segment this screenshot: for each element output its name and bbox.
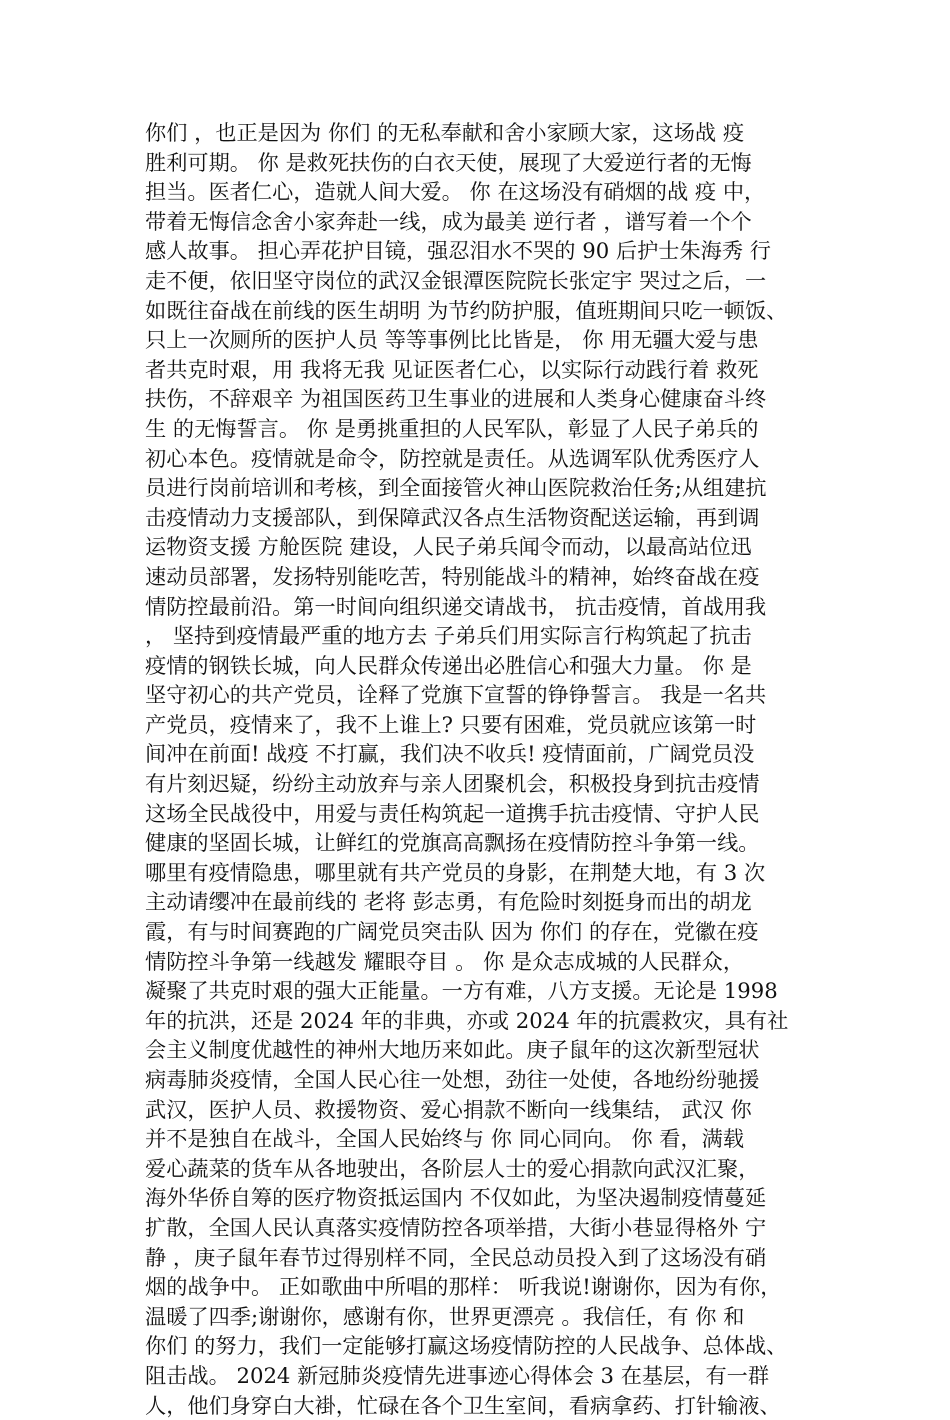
text-line: 武汉，医护人员、救援物资、爱心捐款不断向一线集结， 武汉 你 [145, 1096, 752, 1122]
text-line: 主动请缨冲在最前线的 老将 彭志勇，有危险时刻挺身而出的胡龙 [145, 889, 752, 915]
text-line: 会主义制度优越性的神州大地历来如此。庚子鼠年的这次新型冠状 [145, 1037, 760, 1063]
text-line: 生 的无悔誓言。 你 是勇挑重担的人民军队，彰显了人民子弟兵的 [145, 415, 759, 441]
text-line: 速动员部署，发扬特别能吃苦，特别能战斗的精神，始终奋战在疫 [145, 563, 760, 589]
text-line: 感人故事。 担心弄花护目镜，强忍泪水不哭的 90 后护士朱海秀 行 [145, 238, 771, 264]
text-line: 病毒肺炎疫情，全国人民心往一处想，劲往一处使，各地纷纷驰援 [145, 1067, 760, 1092]
text-line: 击疫情动力支援部队，到保障武汉各点生活物资配送运输，再到调 [145, 504, 760, 530]
text-line: 你们 的努力，我们一定能够打赢这场疫情防控的人民战争、总体战、 [145, 1333, 788, 1359]
body-text [145, 118, 845, 1420]
text-line: 者共克时艰，用 我将无我 见证医者仁心，以实际行动践行着 救死 [145, 356, 759, 382]
text-line: 你们 ，也正是因为 你们 的无私奉献和舍小家顾大家，这场战 疫 [145, 120, 745, 145]
text-line: 烟的战争中。 正如歌曲中所唱的那样： 听我说!谢谢你，因为有你， [145, 1274, 782, 1300]
text-line: 人，他们身穿白大褂，忙碌在各个卫生室间，看病拿药、打针输液、 [145, 1392, 781, 1418]
text-line: 扶伤，不辞艰辛 为祖国医药卫生事业的进展和人类身心健康奋斗终 [145, 386, 767, 412]
text-line: 健康的坚固长城，让鲜红的党旗高高飘扬在疫情防控斗争第一线。 [145, 830, 760, 856]
text-line: 爱心蔬菜的货车从各地驶出，各阶层人士的爱心捐款向武汉汇聚， [145, 1155, 760, 1181]
text-line: 哪里有疫情隐患，哪里就有共产党员的身影，在荆楚大地，有 3 次 [145, 859, 766, 885]
text-line: 凝聚了共克时艰的强大正能量。一方有难，八方支援。无论是 1998 [145, 978, 778, 1004]
text-line: 温暖了四季;谢谢你，感谢有你，世界更漂亮 。我信任，有 你 和 [145, 1303, 745, 1329]
text-line: 情防控斗争第一线越发 耀眼夺目 。 你 是众志成城的人民群众， [145, 948, 745, 974]
text-line: 初心本色。疫情就是命令，防控就是责任。从选调军队优秀医疗人 [145, 445, 760, 471]
text-line: 静 ，庚子鼠年春节过得别样不同，全民总动员投入到了这场没有硝 [145, 1244, 767, 1270]
text-line: 产党员，疫情来了，我不上谁上? 只要有困难，党员就应该第一时 [145, 711, 757, 737]
text-line: 年的抗洪，还是 2024 年的非典，亦或 2024 年的抗震救灾，具有社 [145, 1007, 789, 1033]
text-line: 并不是独自在战斗，全国人民始终与 你 同心同向。 你 看，满载 [145, 1126, 745, 1152]
text-line: 员进行岗前培训和考核，到全面接管火神山医院救治任务;从组建抗 [145, 475, 767, 501]
text-line: 胜利可期。 你 是救死扶伤的白衣天使，展现了大爱逆行者的无悔 [145, 149, 752, 175]
text-line: 运物资支援 方舱医院 建设，人民子弟兵闻令而动，以最高站位迅 [145, 534, 752, 560]
text-line: 走不便，依旧坚守岗位的武汉金银潭医院院长张定宇 哭过之后，一 [145, 267, 767, 293]
text-line: 担当。医者仁心，造就人间大爱。 你 在这场没有硝烟的战 疫 中， [145, 179, 766, 205]
text-line: 扩散，全国人民认真落实疫情防控各项举措，大街小巷显得格外 宁 [145, 1214, 767, 1240]
text-line: 坚守初心的共产党员，诠释了党旗下宣誓的铮铮誓言。 我是一名共 [145, 682, 767, 708]
text-line: 海外华侨自筹的医疗物资抵运国内 不仅如此，为坚决遏制疫情蔓延 [145, 1185, 767, 1211]
text-line: 疫情的钢铁长城，向人民群众传递出必胜信心和强大力量。 你 是 [145, 652, 752, 678]
text-line: 间冲在前面! 战疫 不打赢，我们决不收兵! 疫情面前，广阔党员没 [145, 741, 755, 767]
text-line: 带着无悔信念舍小家奔赴一线，成为最美 逆行者 ，谱写着一个个 [145, 208, 752, 234]
text-line: 霞，有与时间赛跑的广阔党员突击队 因为 你们 的存在，党徽在疫 [145, 919, 759, 945]
text-line: 只上一次厕所的医护人员 等等事例比比皆是， 你 用无疆大爱与患 [145, 327, 759, 353]
text-line: ， 坚持到疫情最严重的地方去 子弟兵们用实际言行构筑起了抗击 [145, 623, 752, 649]
text-line: 有片刻迟疑，纷纷主动放弃与亲人团聚机会，积极投身到抗击疫情 [145, 771, 760, 797]
text-line: 情防控最前沿。第一时间向组织递交请战书， 抗击疫情，首战用我 [145, 593, 767, 619]
text-line: 如既往奋战在前线的医生胡明 为节约防护服，值班期间只吃一顿饭、 [145, 297, 788, 323]
text-line: 阻击战。 2024 新冠肺炎疫情先进事迹心得体会 3 在基层，有一群 [145, 1362, 770, 1388]
text-line: 这场全民战役中，用爱与责任构筑起一道携手抗击疫情、守护人民 [145, 800, 760, 826]
